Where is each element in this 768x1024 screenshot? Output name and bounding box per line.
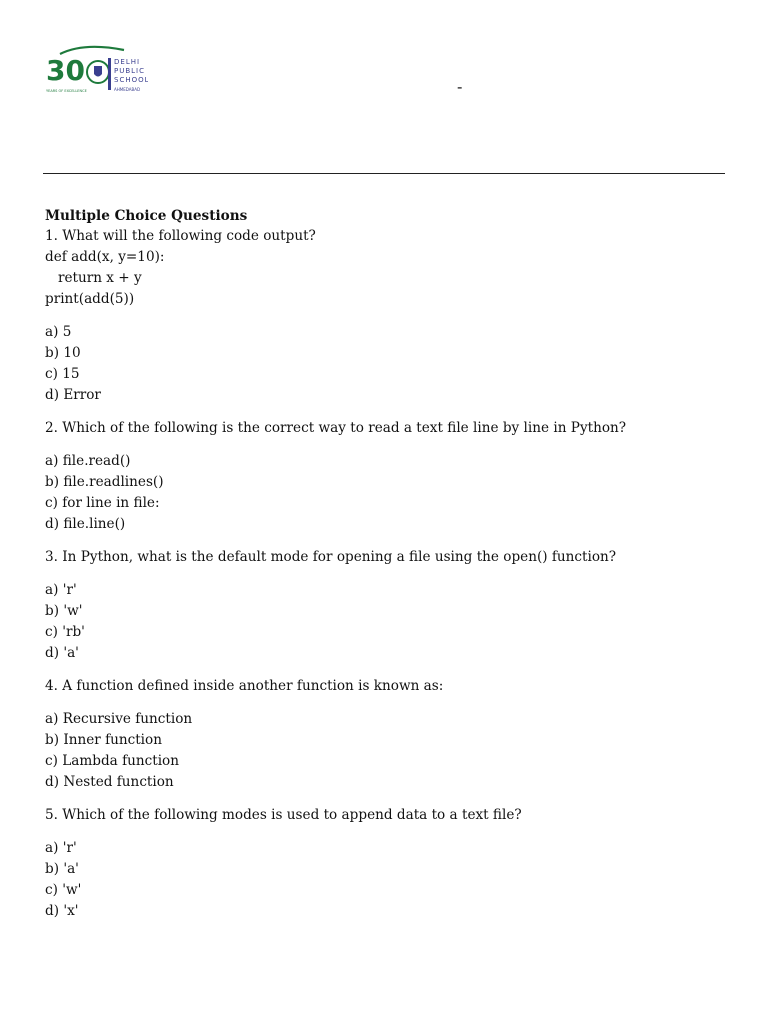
option-c: c) 'w' [45, 882, 82, 898]
header-dash: - [457, 77, 463, 96]
option-d: d) 'x' [45, 903, 79, 919]
question-code-line: print(add(5)) [45, 291, 135, 307]
logo-city: AHMEDABAD [114, 87, 141, 92]
question-1 [45, 226, 735, 418]
option-d: d) Error [45, 387, 101, 403]
option-c: c) 'rb' [45, 624, 85, 640]
option-a: a) file.read() [45, 453, 131, 469]
logo-tagline: YEARS OF EXCELLENCE [46, 89, 87, 93]
logo-line-1: DELHI [114, 58, 141, 66]
question-stem-line: 5. Which of the following modes is used to append data to a text file? [45, 807, 522, 823]
option-b: b) file.readlines() [45, 474, 164, 490]
question-stem-line: 1. What will the following code output? [45, 228, 316, 244]
option-b: b) 10 [45, 345, 81, 361]
question-code-line: def add(x, y=10): [45, 249, 165, 265]
logo-line-2: PUBLIC [114, 67, 145, 75]
question-2 [45, 418, 735, 547]
question-3 [45, 547, 735, 676]
option-b: b) 'w' [45, 603, 83, 619]
question-paper-body [45, 206, 735, 922]
option-b: b) 'a' [45, 861, 79, 877]
school-logo [44, 42, 148, 96]
option-c: c) Lambda function [45, 753, 179, 769]
option-a: a) 'r' [45, 582, 77, 598]
question-5 [45, 805, 735, 922]
option-a: a) 'r' [45, 840, 77, 856]
option-a: a) 5 [45, 324, 72, 340]
question-stem-line: 2. Which of the following is the correct way to read a text file line by line in Python? [45, 420, 627, 436]
dps-30-years-logo-graphic [44, 42, 148, 96]
header-divider [43, 173, 725, 174]
question-stem-line: 4. A function defined inside another function is known as: [45, 678, 444, 694]
option-c: c) 15 [45, 366, 80, 382]
question-4 [45, 676, 735, 805]
section-title: Multiple Choice Questions [45, 208, 248, 224]
question-code-line: return x + y [45, 270, 142, 286]
option-d: d) file.line() [45, 516, 126, 532]
question-stem-line: 3. In Python, what is the default mode for opening a file using the open() function? [45, 549, 617, 565]
logo-line-3: SCHOOL [114, 76, 148, 84]
option-d: d) 'a' [45, 645, 79, 661]
option-d: d) Nested function [45, 774, 174, 790]
option-a: a) Recursive function [45, 711, 193, 727]
option-c: c) for line in file: [45, 495, 160, 511]
option-b: b) Inner function [45, 732, 162, 748]
logo-number: 30 [46, 54, 85, 87]
